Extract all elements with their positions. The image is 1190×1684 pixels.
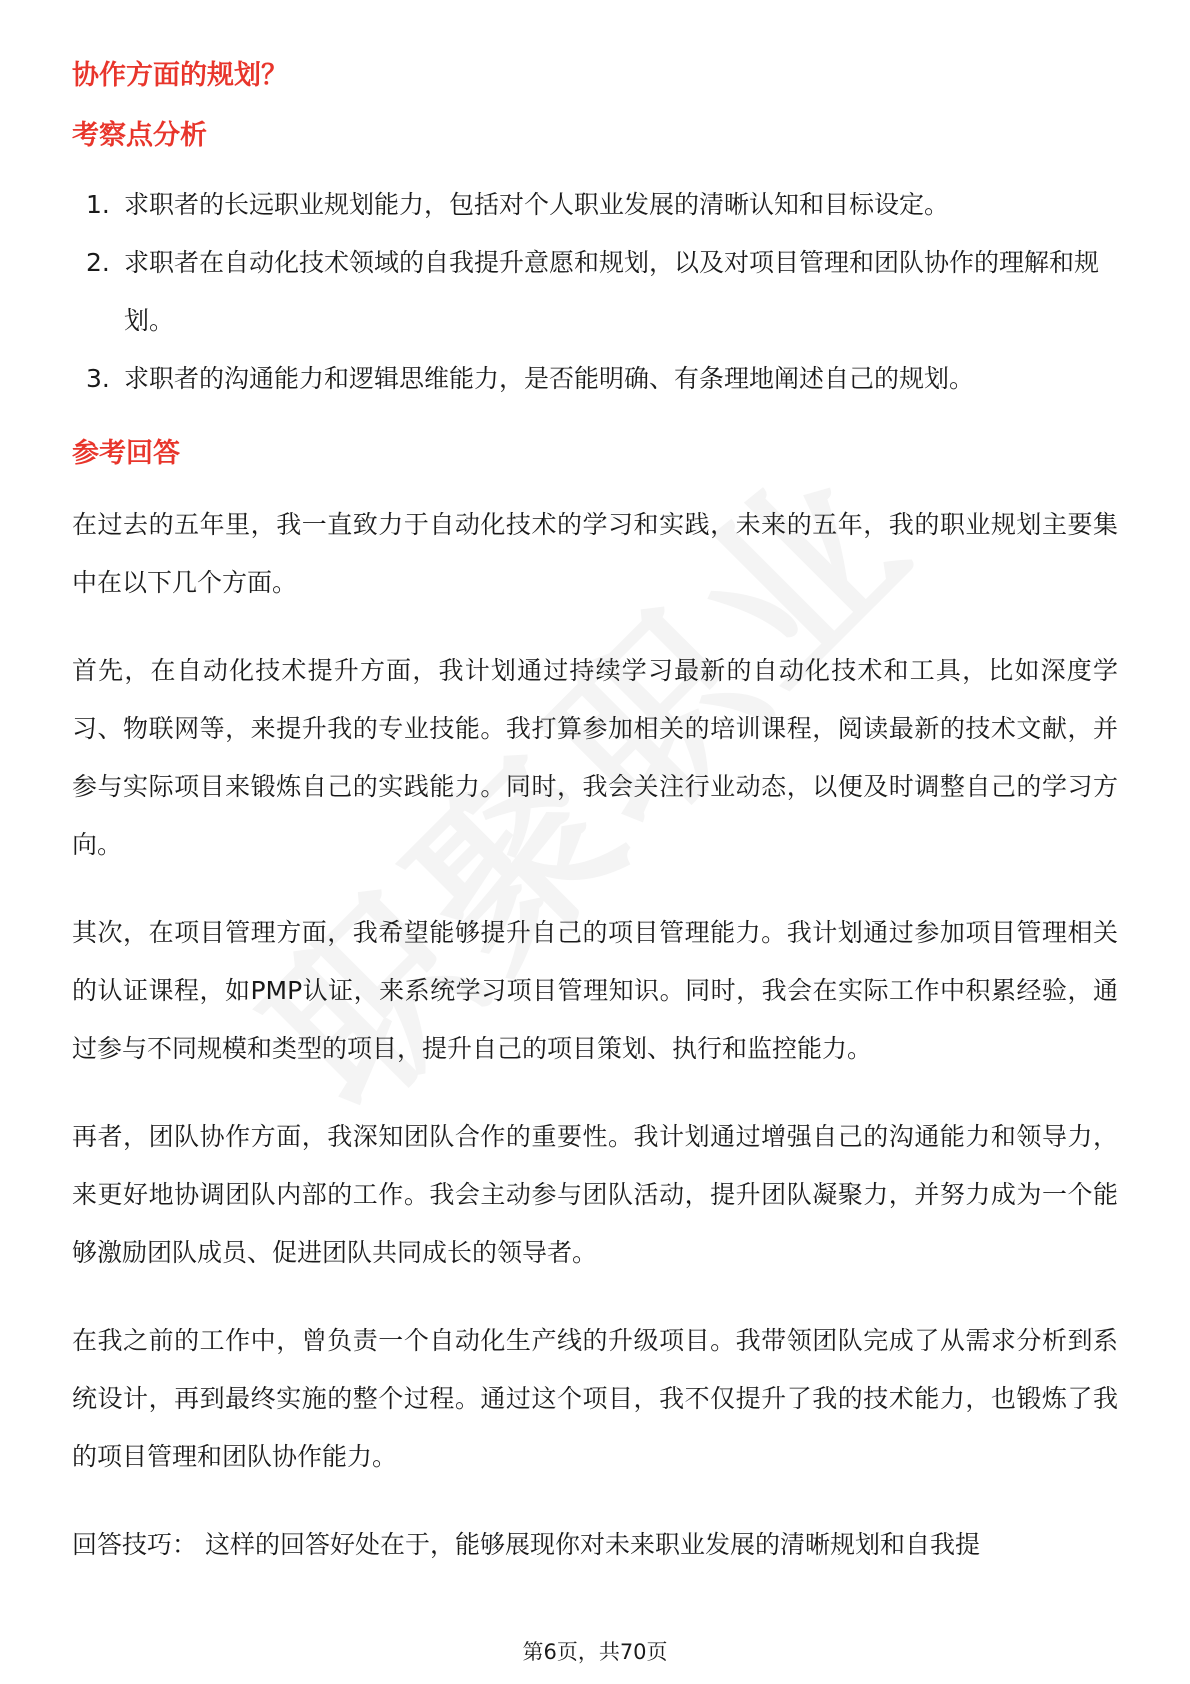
analysis-heading: 考察点分析 [72, 120, 207, 151]
answer-paragraph: 在过去的五年里，我一直致力于自动化技术的学习和实践，未来的五年，我的职业规划主要集中在以下几个方面。 [72, 510, 1118, 597]
page-number-footer: 第6页，共70页 [522, 1640, 668, 1664]
analysis-item-text: 求职者在自动化技术领域的自我提升意愿和规划，以及对项目管理和团队协作的理解和规划。 [124, 248, 1100, 335]
analysis-item-number: 2. [86, 248, 110, 277]
analysis-list [72, 176, 1118, 408]
answer-paragraph: 首先，在自动化技术提升方面，我计划通过持续学习最新的自动化技术和工具，比如深度学习、物联网等，来提升我的专业技能。我打算参加相关的培训课程，阅读最新的技术文献，并参与实际项目来锻炼自己的实践能力。同时，我会关注行业动态，以便及时调整自己的学习方向。 [72, 656, 1118, 859]
question-heading: 协作方面的规划？ [72, 60, 288, 91]
analysis-item [72, 176, 1118, 234]
answer-paragraph: 再者，团队协作方面，我深知团队合作的重要性。我计划通过增强自己的沟通能力和领导力，来更好地协调团队内部的工作。我会主动参与团队活动，提升团队凝聚力，并努力成为一个能够激励团队成员、促进团队共同成长的领导者。 [72, 1122, 1118, 1267]
analysis-item-text: 求职者的长远职业规划能力，包括对个人职业发展的清晰认知和目标设定。 [124, 190, 950, 219]
analysis-item-number: 1. [86, 190, 110, 219]
analysis-item [72, 350, 1118, 408]
analysis-item-number: 3. [86, 364, 110, 393]
analysis-item [72, 234, 1118, 350]
analysis-item-text: 求职者的沟通能力和逻辑思维能力，是否能明确、有条理地阐述自己的规划。 [124, 364, 975, 393]
answer-paragraph: 其次，在项目管理方面，我希望能够提升自己的项目管理能力。我计划通过参加项目管理相关的认证课程，如PMP认证，来系统学习项目管理知识。同时，我会在实际工作中积累经验，通过参与不同规模和类型的项目，提升自己的项目策划、执行和监控能力。 [72, 918, 1118, 1063]
answer-tips-paragraph: 回答技巧： 这样的回答好处在于，能够展现你对未来职业发展的清晰规划和自我提 [72, 1530, 980, 1559]
page-content [72, 56, 1118, 1604]
answer-paragraph: 在我之前的工作中，曾负责一个自动化生产线的升级项目。我带领团队完成了从需求分析到系统设计，再到最终实施的整个过程。通过这个项目，我不仅提升了我的技术能力，也锻炼了我的项目管理和团队协作能力。 [72, 1326, 1118, 1471]
answer-heading: 参考回答 [72, 438, 180, 469]
